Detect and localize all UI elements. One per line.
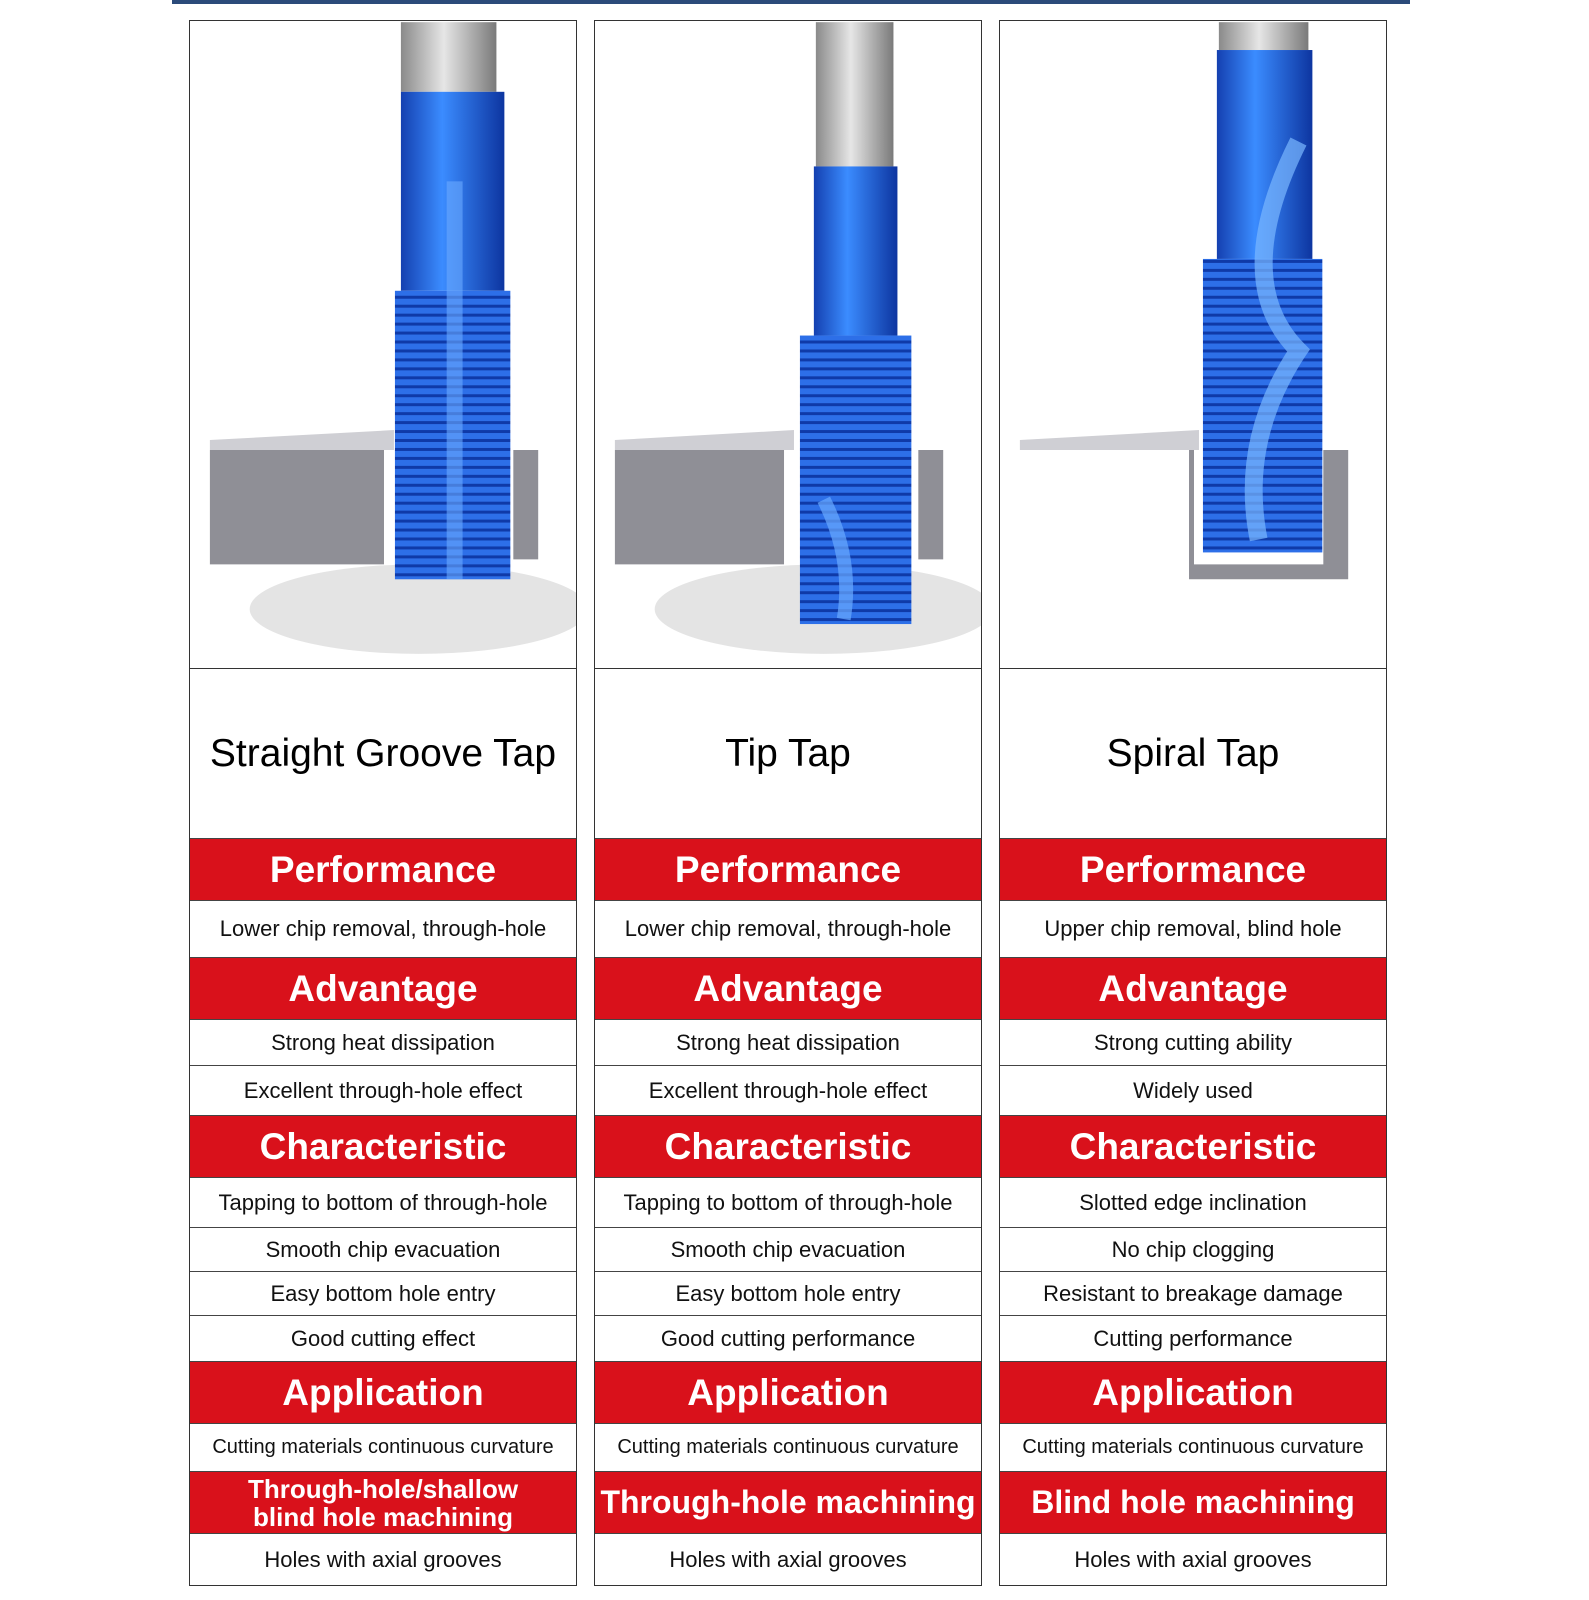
characteristic-item: Good cutting performance xyxy=(595,1316,981,1362)
performance-text: Lower chip removal, through-hole xyxy=(190,901,576,958)
top-border-line xyxy=(172,0,1410,4)
tip-tap-illustration xyxy=(595,21,981,669)
straight-groove-tap-icon xyxy=(190,21,576,668)
advantage-item: Strong heat dissipation xyxy=(595,1020,981,1066)
machining-banner: Through-hole machining xyxy=(595,1472,981,1534)
tap-name: Spiral Tap xyxy=(1000,669,1386,839)
characteristic-item: Tapping to bottom of through-hole xyxy=(595,1178,981,1228)
column-tip-tap xyxy=(594,20,982,1586)
characteristic-item: Good cutting effect xyxy=(190,1316,576,1362)
characteristic-item: Easy bottom hole entry xyxy=(595,1272,981,1316)
spiral-tap-illustration xyxy=(1000,21,1386,669)
advantage-item: Excellent through-hole effect xyxy=(595,1066,981,1116)
application-header: Application xyxy=(1000,1362,1386,1424)
characteristic-item: Easy bottom hole entry xyxy=(190,1272,576,1316)
application-text: Cutting materials continuous curvature xyxy=(1000,1424,1386,1472)
characteristic-item: Resistant to breakage damage xyxy=(1000,1272,1386,1316)
advantage-header: Advantage xyxy=(190,958,576,1020)
characteristic-item: No chip clogging xyxy=(1000,1228,1386,1272)
performance-header: Performance xyxy=(190,839,576,901)
characteristic-header: Characteristic xyxy=(595,1116,981,1178)
advantage-item: Strong heat dissipation xyxy=(190,1020,576,1066)
characteristic-header: Characteristic xyxy=(1000,1116,1386,1178)
characteristic-item: Slotted edge inclination xyxy=(1000,1178,1386,1228)
performance-text: Upper chip removal, blind hole xyxy=(1000,901,1386,958)
performance-header: Performance xyxy=(595,839,981,901)
tap-name: Tip Tap xyxy=(595,669,981,839)
tap-name: Straight Groove Tap xyxy=(190,669,576,839)
advantage-header: Advantage xyxy=(595,958,981,1020)
machining-banner: Blind hole machining xyxy=(1000,1472,1386,1534)
characteristic-item: Tapping to bottom of through-hole xyxy=(190,1178,576,1228)
advantage-item: Excellent through-hole effect xyxy=(190,1066,576,1116)
holes-text: Holes with axial grooves xyxy=(669,1546,907,1572)
application-header: Application xyxy=(190,1362,576,1424)
advantage-item: Widely used xyxy=(1000,1066,1386,1116)
holes-text: Holes with axial grooves xyxy=(264,1546,502,1572)
tip-tap-icon xyxy=(595,21,981,668)
performance-header: Performance xyxy=(1000,839,1386,901)
characteristic-header: Characteristic xyxy=(190,1116,576,1178)
characteristic-item: Smooth chip evacuation xyxy=(190,1228,576,1272)
machining-banner: Through-hole/shallow blind hole machining xyxy=(190,1472,576,1534)
spiral-tap-icon xyxy=(1000,21,1386,668)
application-header: Application xyxy=(595,1362,981,1424)
advantage-header: Advantage xyxy=(1000,958,1386,1020)
column-spiral-tap xyxy=(999,20,1387,1586)
application-text: Cutting materials continuous curvature xyxy=(595,1424,981,1472)
application-text: Cutting materials continuous curvature xyxy=(190,1424,576,1472)
performance-text: Lower chip removal, through-hole xyxy=(595,901,981,958)
column-straight-groove-tap xyxy=(189,20,577,1586)
characteristic-item: Cutting performance xyxy=(1000,1316,1386,1362)
holes-text: Holes with axial grooves xyxy=(1074,1546,1312,1572)
straight-groove-tap-illustration xyxy=(190,21,576,669)
advantage-item: Strong cutting ability xyxy=(1000,1020,1386,1066)
characteristic-item: Smooth chip evacuation xyxy=(595,1228,981,1272)
